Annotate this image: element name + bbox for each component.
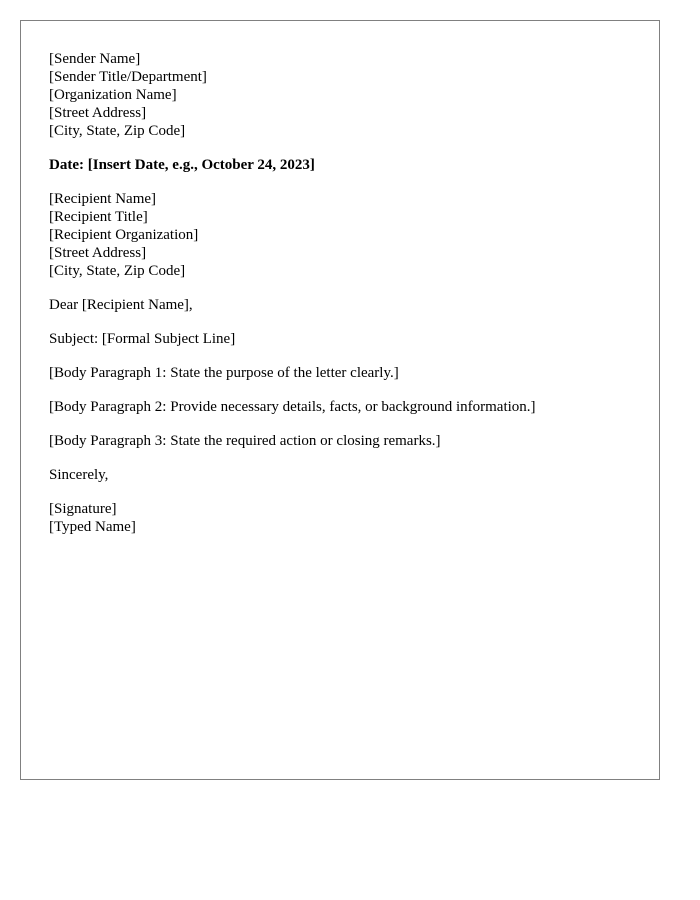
body-paragraph-3-text: [Body Paragraph 3: State the required action or closing remarks.] — [49, 433, 441, 449]
sender-block — [49, 50, 639, 140]
letter-page — [20, 20, 660, 780]
closing: Sincerely, — [49, 467, 109, 483]
recipient-street: [Street Address] — [49, 245, 147, 261]
body-paragraph-2-text: [Body Paragraph 2: Provide necessary details, facts, or background information.] — [49, 399, 536, 415]
signature: [Signature] — [49, 501, 117, 517]
recipient-title: [Recipient Title] — [49, 209, 148, 225]
date-line: Date: [Insert Date, e.g., October 24, 2023] — [49, 157, 315, 173]
signature-block — [49, 500, 639, 536]
salutation: Dear [Recipient Name], — [49, 297, 193, 313]
sender-name: [Sender Name] — [49, 51, 141, 67]
body-paragraph-3 — [49, 432, 639, 450]
typed-name: [Typed Name] — [49, 519, 136, 535]
body-paragraph-1-text: [Body Paragraph 1: State the purpose of the letter clearly.] — [49, 365, 399, 381]
sender-city: [City, State, Zip Code] — [49, 123, 186, 139]
recipient-block — [49, 190, 639, 280]
recipient-city: [City, State, Zip Code] — [49, 263, 186, 279]
date-block — [49, 156, 639, 174]
salutation-block — [49, 296, 639, 314]
subject-line: Subject: [Formal Subject Line] — [49, 331, 236, 347]
body-paragraph-2 — [49, 398, 639, 416]
sender-street: [Street Address] — [49, 105, 147, 121]
recipient-organization: [Recipient Organization] — [49, 227, 199, 243]
closing-block — [49, 466, 639, 484]
recipient-name: [Recipient Name] — [49, 191, 157, 207]
letter-content — [49, 50, 639, 552]
body-paragraph-1 — [49, 364, 639, 382]
subject-block — [49, 330, 639, 348]
sender-title: [Sender Title/Department] — [49, 69, 207, 85]
sender-organization: [Organization Name] — [49, 87, 177, 103]
